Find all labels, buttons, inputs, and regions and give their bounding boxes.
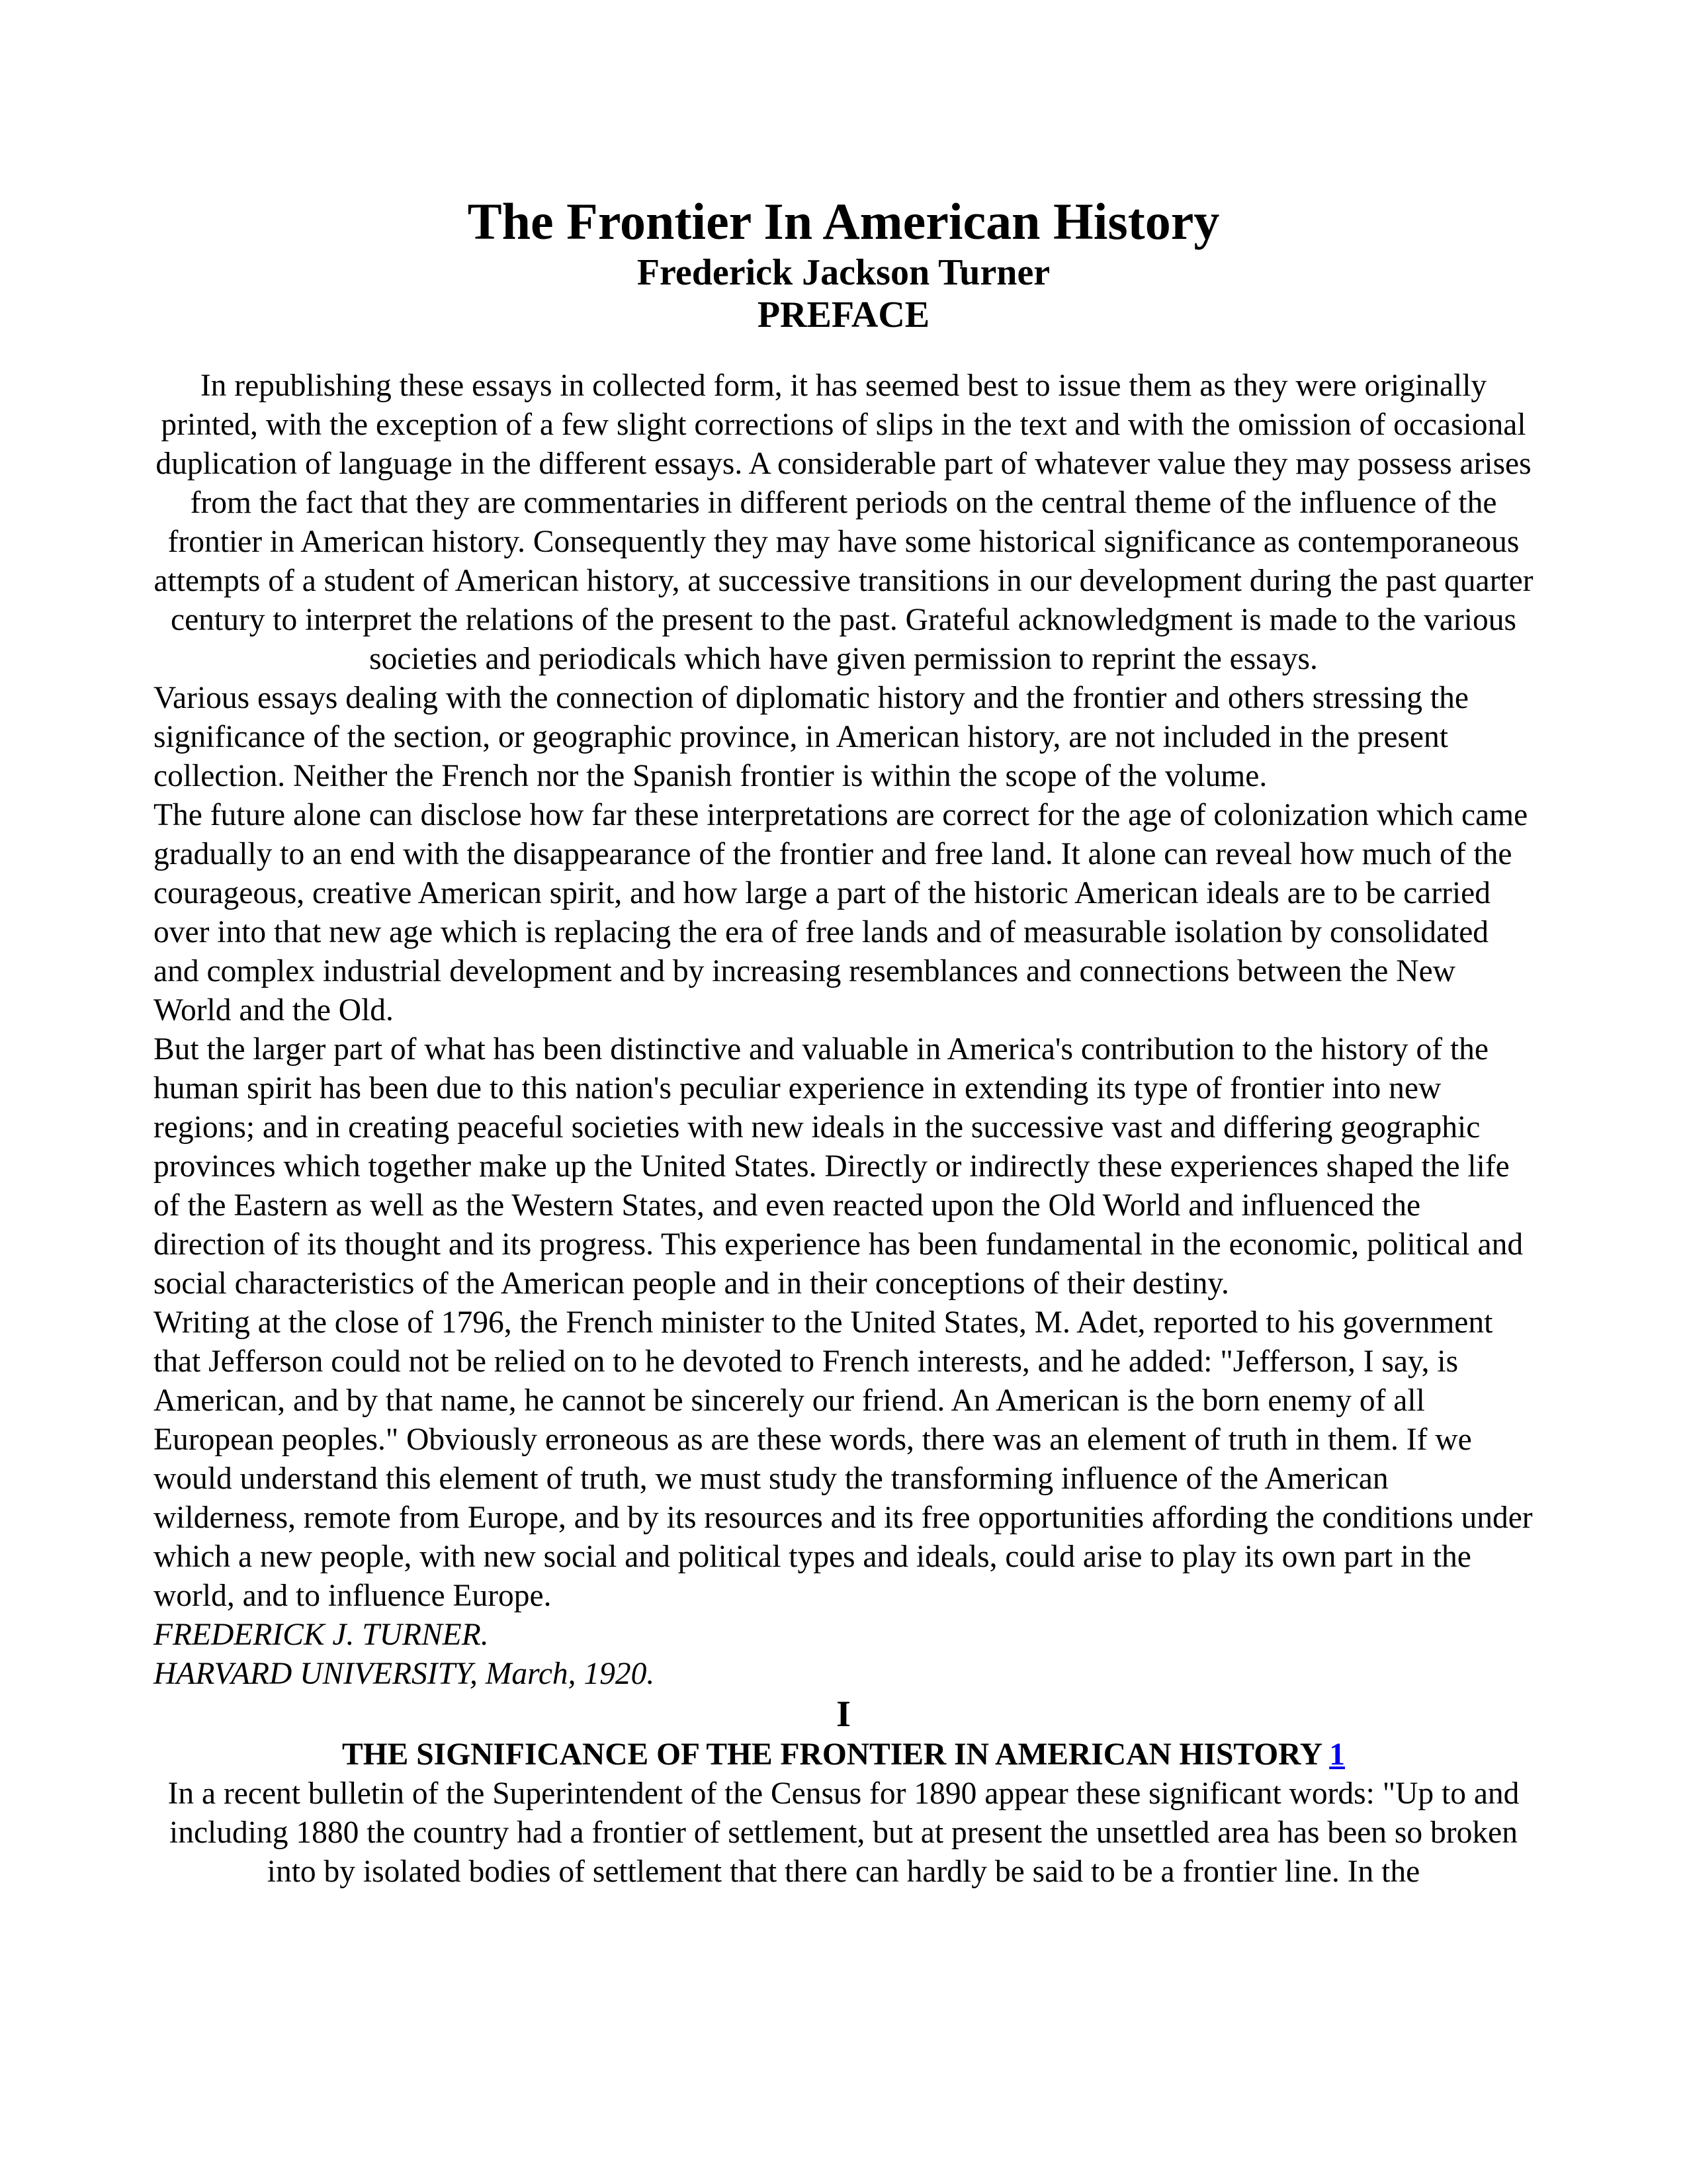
document-page [153, 192, 1534, 1892]
signature-place: HARVARD UNIVERSITY, March, 1920. [153, 1657, 655, 1691]
preface-paragraph-2: Various essays dealing with the connection of diplomatic history and the frontier and others stressing the significance of the section, or geographic province, in American history, are not included in the present collection. Neither the French nor the Spanish frontier is within the scope of the volume. [153, 681, 1469, 793]
preface-paragraph-3: The future alone can disclose how far these interpretations are correct for the age of colonization which came gradually to an end with the disappearance of the frontier and free land. It alone can reveal how much of the courageous, creative American spirit, and how large a part of the historic American ideals are to be carried over into that new age which is replacing the era of free lands and of measurable isolation by consolidated and complex industrial development and by increasing resemblances and connections between the New World and the Old. [153, 798, 1528, 1027]
preface-paragraph-4: But the larger part of what has been distinctive and valuable in America's contribution to the history of the human spirit has been due to this nation's peculiar experience in extending its type of frontier into new regions; and in creating peaceful societies with new ideals in the successive vast and differing geographic provinces which together make up the United States. Directly or indirectly these experiences shaped the life of the Eastern as well as the Western States, and even reacted upon the Old World and influenced the direction of its thought and its progress. This experience has been fundamental in the economic, political and social characteristics of the American people and in their conceptions of their destiny. [153, 1032, 1524, 1301]
footnote-link[interactable]: 1 [1329, 1737, 1345, 1772]
chapter-number: I [836, 1694, 851, 1735]
document-author: Frederick Jackson Turner [636, 252, 1051, 293]
document-title: The Frontier In American History [467, 193, 1220, 250]
preface-paragraph-1: In republishing these essays in collected form, it has seemed best to issue them as they were originally printed, with the exception of a few slight corrections of slips in the text and with the omission of occasional duplication of language in the different essays. A considerable part of whatever value they may possess arises from the fact that they are commentaries in different periods on the central theme of the influence of the frontier in American history. Consequently they may have some historical significance as contemporaneous attempts of a student of American history, at successive transitions in our development during the past quarter century to interpret the relations of the present to the past. Grateful acknowledgment is made to the various societies and periodicals which have given permission to reprint the essays. [153, 369, 1534, 676]
signature-name: FREDERICK J. TURNER. [153, 1618, 489, 1652]
chapter-opening-paragraph: In a recent bulletin of the Superintendent of the Census for 1890 appear these significant words: "Up to and including 1880 the country had a frontier of settlement, but at present the unsettled area has been so broken into by isolated bodies of settlement that there can hardly be said to be a frontier line. In the [167, 1776, 1520, 1889]
preface-heading: PREFACE [757, 294, 930, 335]
chapter-title [153, 1735, 1534, 1774]
chapter-title-text: THE SIGNIFICANCE OF THE FRONTIER IN AMERICAN HISTORY [342, 1737, 1322, 1772]
preface-paragraph-5: Writing at the close of 1796, the French minister to the United States, M. Adet, reported to his government that Jefferson could not be relied on to he devoted to French interests, and he added: "Jefferson, I say, is American, and by that name, he cannot be sincerely our friend. An American is the born enemy of all European peoples." Obviously erroneous as are these words, there was an element of truth in them. If we would understand this element of truth, we must study the transforming influence of the American wilderness, remote from Europe, and by its resources and its free opportunities affording the conditions under which a new people, with new social and political types and ideals, could arise to play its own part in the world, and to influence Europe. [153, 1305, 1533, 1613]
